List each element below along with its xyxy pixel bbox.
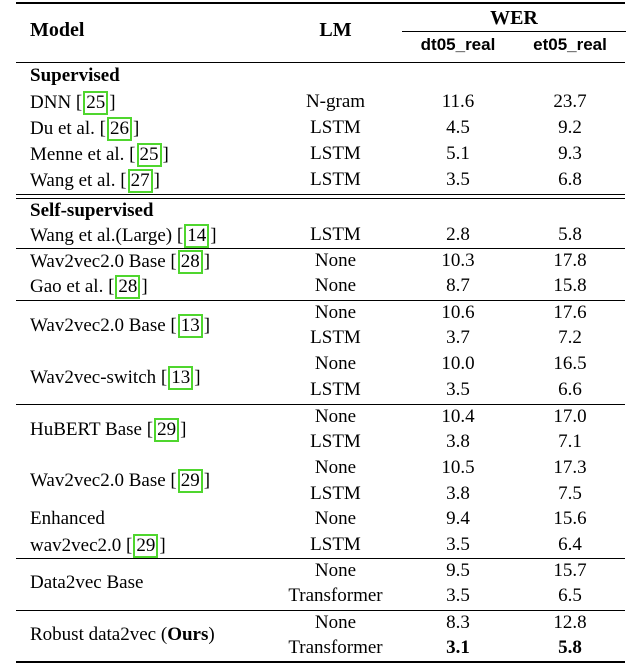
header-et05: et05_real <box>533 35 607 54</box>
lm-cell: LSTM <box>310 143 361 164</box>
lm-cell: LSTM <box>310 483 361 504</box>
model-name: Menne et al. [ 25 ] <box>30 144 169 165</box>
et05-cell: 7.2 <box>558 327 582 348</box>
dt05-cell: 8.3 <box>446 612 470 633</box>
dt05-cell: 8.7 <box>446 275 470 296</box>
citation-link[interactable]: 29 <box>154 418 179 442</box>
model-name: Wang et al.(Large) [ 14 ] <box>30 225 217 246</box>
et05-cell-best: 5.8 <box>558 637 582 658</box>
citation-link[interactable]: 29 <box>133 534 158 558</box>
model-name: Wang et al. [ 27 ] <box>30 170 160 191</box>
wer-underline <box>402 31 626 32</box>
section-double-rule-bottom <box>16 198 625 199</box>
citation-link[interactable]: 28 <box>115 275 140 299</box>
dt05-cell: 3.5 <box>446 585 470 606</box>
lm-cell: LSTM <box>310 327 361 348</box>
et05-cell: 15.6 <box>553 508 587 529</box>
citation-link[interactable]: 28 <box>178 250 203 274</box>
header-dt05: dt05_real <box>420 35 496 54</box>
lm-cell: None <box>314 457 357 478</box>
dt05-cell: 4.5 <box>446 117 470 138</box>
dt05-cell: 3.8 <box>446 483 470 504</box>
header-lm: LM <box>319 19 352 41</box>
lm-cell: Transformer <box>288 585 383 606</box>
header-wer: WER <box>490 7 538 29</box>
et05-cell: 7.1 <box>558 431 582 452</box>
model-name: HuBERT Base [ 29 ] <box>30 419 187 440</box>
dt05-cell-best: 3.1 <box>446 637 470 658</box>
et05-cell: 17.6 <box>553 302 587 323</box>
lm-cell: None <box>314 353 357 374</box>
citation-link[interactable]: 25 <box>83 91 108 115</box>
dt05-cell: 3.5 <box>446 379 470 400</box>
citation-link[interactable]: 26 <box>107 117 132 141</box>
dt05-cell: 10.0 <box>441 353 475 374</box>
group-rule <box>16 610 625 611</box>
et05-cell: 6.8 <box>558 169 582 190</box>
citation-link[interactable]: 29 <box>178 469 203 493</box>
dt05-cell: 3.7 <box>446 327 470 348</box>
lm-cell: LSTM <box>310 431 361 452</box>
dt05-cell: 10.4 <box>441 406 475 427</box>
et05-cell: 17.8 <box>553 250 587 271</box>
section-double-rule-top <box>16 194 625 195</box>
dt05-cell: 10.6 <box>441 302 475 323</box>
dt05-cell: 9.4 <box>446 508 470 529</box>
group-rule <box>16 300 625 301</box>
model-name: Data2vec Base <box>30 572 144 593</box>
citation-link[interactable]: 13 <box>168 366 193 390</box>
et05-cell: 17.3 <box>553 457 587 478</box>
et05-cell: 6.5 <box>558 585 582 606</box>
lm-cell: LSTM <box>310 169 361 190</box>
citation-link[interactable]: 25 <box>137 143 162 167</box>
section-self-supervised: Self-supervised <box>30 200 154 221</box>
et05-cell: 23.7 <box>553 91 587 112</box>
group-rule <box>16 404 625 405</box>
model-name: wav2vec2.0 [ 29 ] <box>30 535 166 556</box>
et05-cell: 15.8 <box>553 275 587 296</box>
lm-cell: LSTM <box>310 379 361 400</box>
citation-link[interactable]: 14 <box>184 224 209 248</box>
citation-link[interactable]: 27 <box>128 169 153 193</box>
top-rule <box>16 2 625 4</box>
dt05-cell: 3.5 <box>446 169 470 190</box>
dt05-cell: 5.1 <box>446 143 470 164</box>
header-model: Model <box>30 19 85 41</box>
et05-cell: 17.0 <box>553 406 587 427</box>
model-name: Gao et al. [ 28 ] <box>30 276 148 297</box>
section-supervised: Supervised <box>30 65 120 86</box>
et05-cell: 9.3 <box>558 143 582 164</box>
et05-cell: 6.4 <box>558 534 582 555</box>
et05-cell: 16.5 <box>553 353 587 374</box>
dt05-cell: 3.8 <box>446 431 470 452</box>
dt05-cell: 10.3 <box>441 250 475 271</box>
dt05-cell: 10.5 <box>441 457 475 478</box>
et05-cell: 6.6 <box>558 379 582 400</box>
lm-cell: LSTM <box>310 117 361 138</box>
model-name: DNN [ 25 ] <box>30 92 116 113</box>
group-rule <box>16 248 625 249</box>
et05-cell: 9.2 <box>558 117 582 138</box>
header-rule <box>16 62 625 63</box>
model-name: Wav2vec2.0 Base [ 13 ] <box>30 315 211 336</box>
dt05-cell: 11.6 <box>441 91 475 112</box>
model-name: Du et al. [ 26 ] <box>30 118 140 139</box>
group-rule <box>16 558 625 559</box>
lm-cell: N-gram <box>305 91 366 112</box>
lm-cell: None <box>314 275 357 296</box>
et05-cell: 7.5 <box>558 483 582 504</box>
lm-cell: None <box>314 250 357 271</box>
et05-cell: 12.8 <box>553 612 587 633</box>
lm-cell: None <box>314 406 357 427</box>
citation-link[interactable]: 13 <box>178 314 203 338</box>
lm-cell: None <box>314 508 357 529</box>
model-name: Wav2vec2.0 Base [ 29 ] <box>30 470 211 491</box>
et05-cell: 5.8 <box>558 224 582 245</box>
dt05-cell: 9.5 <box>446 560 470 581</box>
lm-cell: LSTM <box>310 534 361 555</box>
model-name: Robust data2vec (Ours) <box>30 624 215 645</box>
model-name: Enhanced <box>30 508 105 529</box>
lm-cell: None <box>314 560 357 581</box>
lm-cell: Transformer <box>288 637 383 658</box>
lm-cell: LSTM <box>310 224 361 245</box>
lm-cell: None <box>314 302 357 323</box>
lm-cell: None <box>314 612 357 633</box>
bottom-rule <box>16 661 625 663</box>
ours-label: Ours <box>167 624 209 645</box>
dt05-cell: 3.5 <box>446 534 470 555</box>
model-name: Wav2vec-switch [ 13 ] <box>30 367 201 388</box>
dt05-cell: 2.8 <box>446 224 470 245</box>
model-name: Wav2vec2.0 Base [ 28 ] <box>30 251 211 272</box>
et05-cell: 15.7 <box>553 560 587 581</box>
